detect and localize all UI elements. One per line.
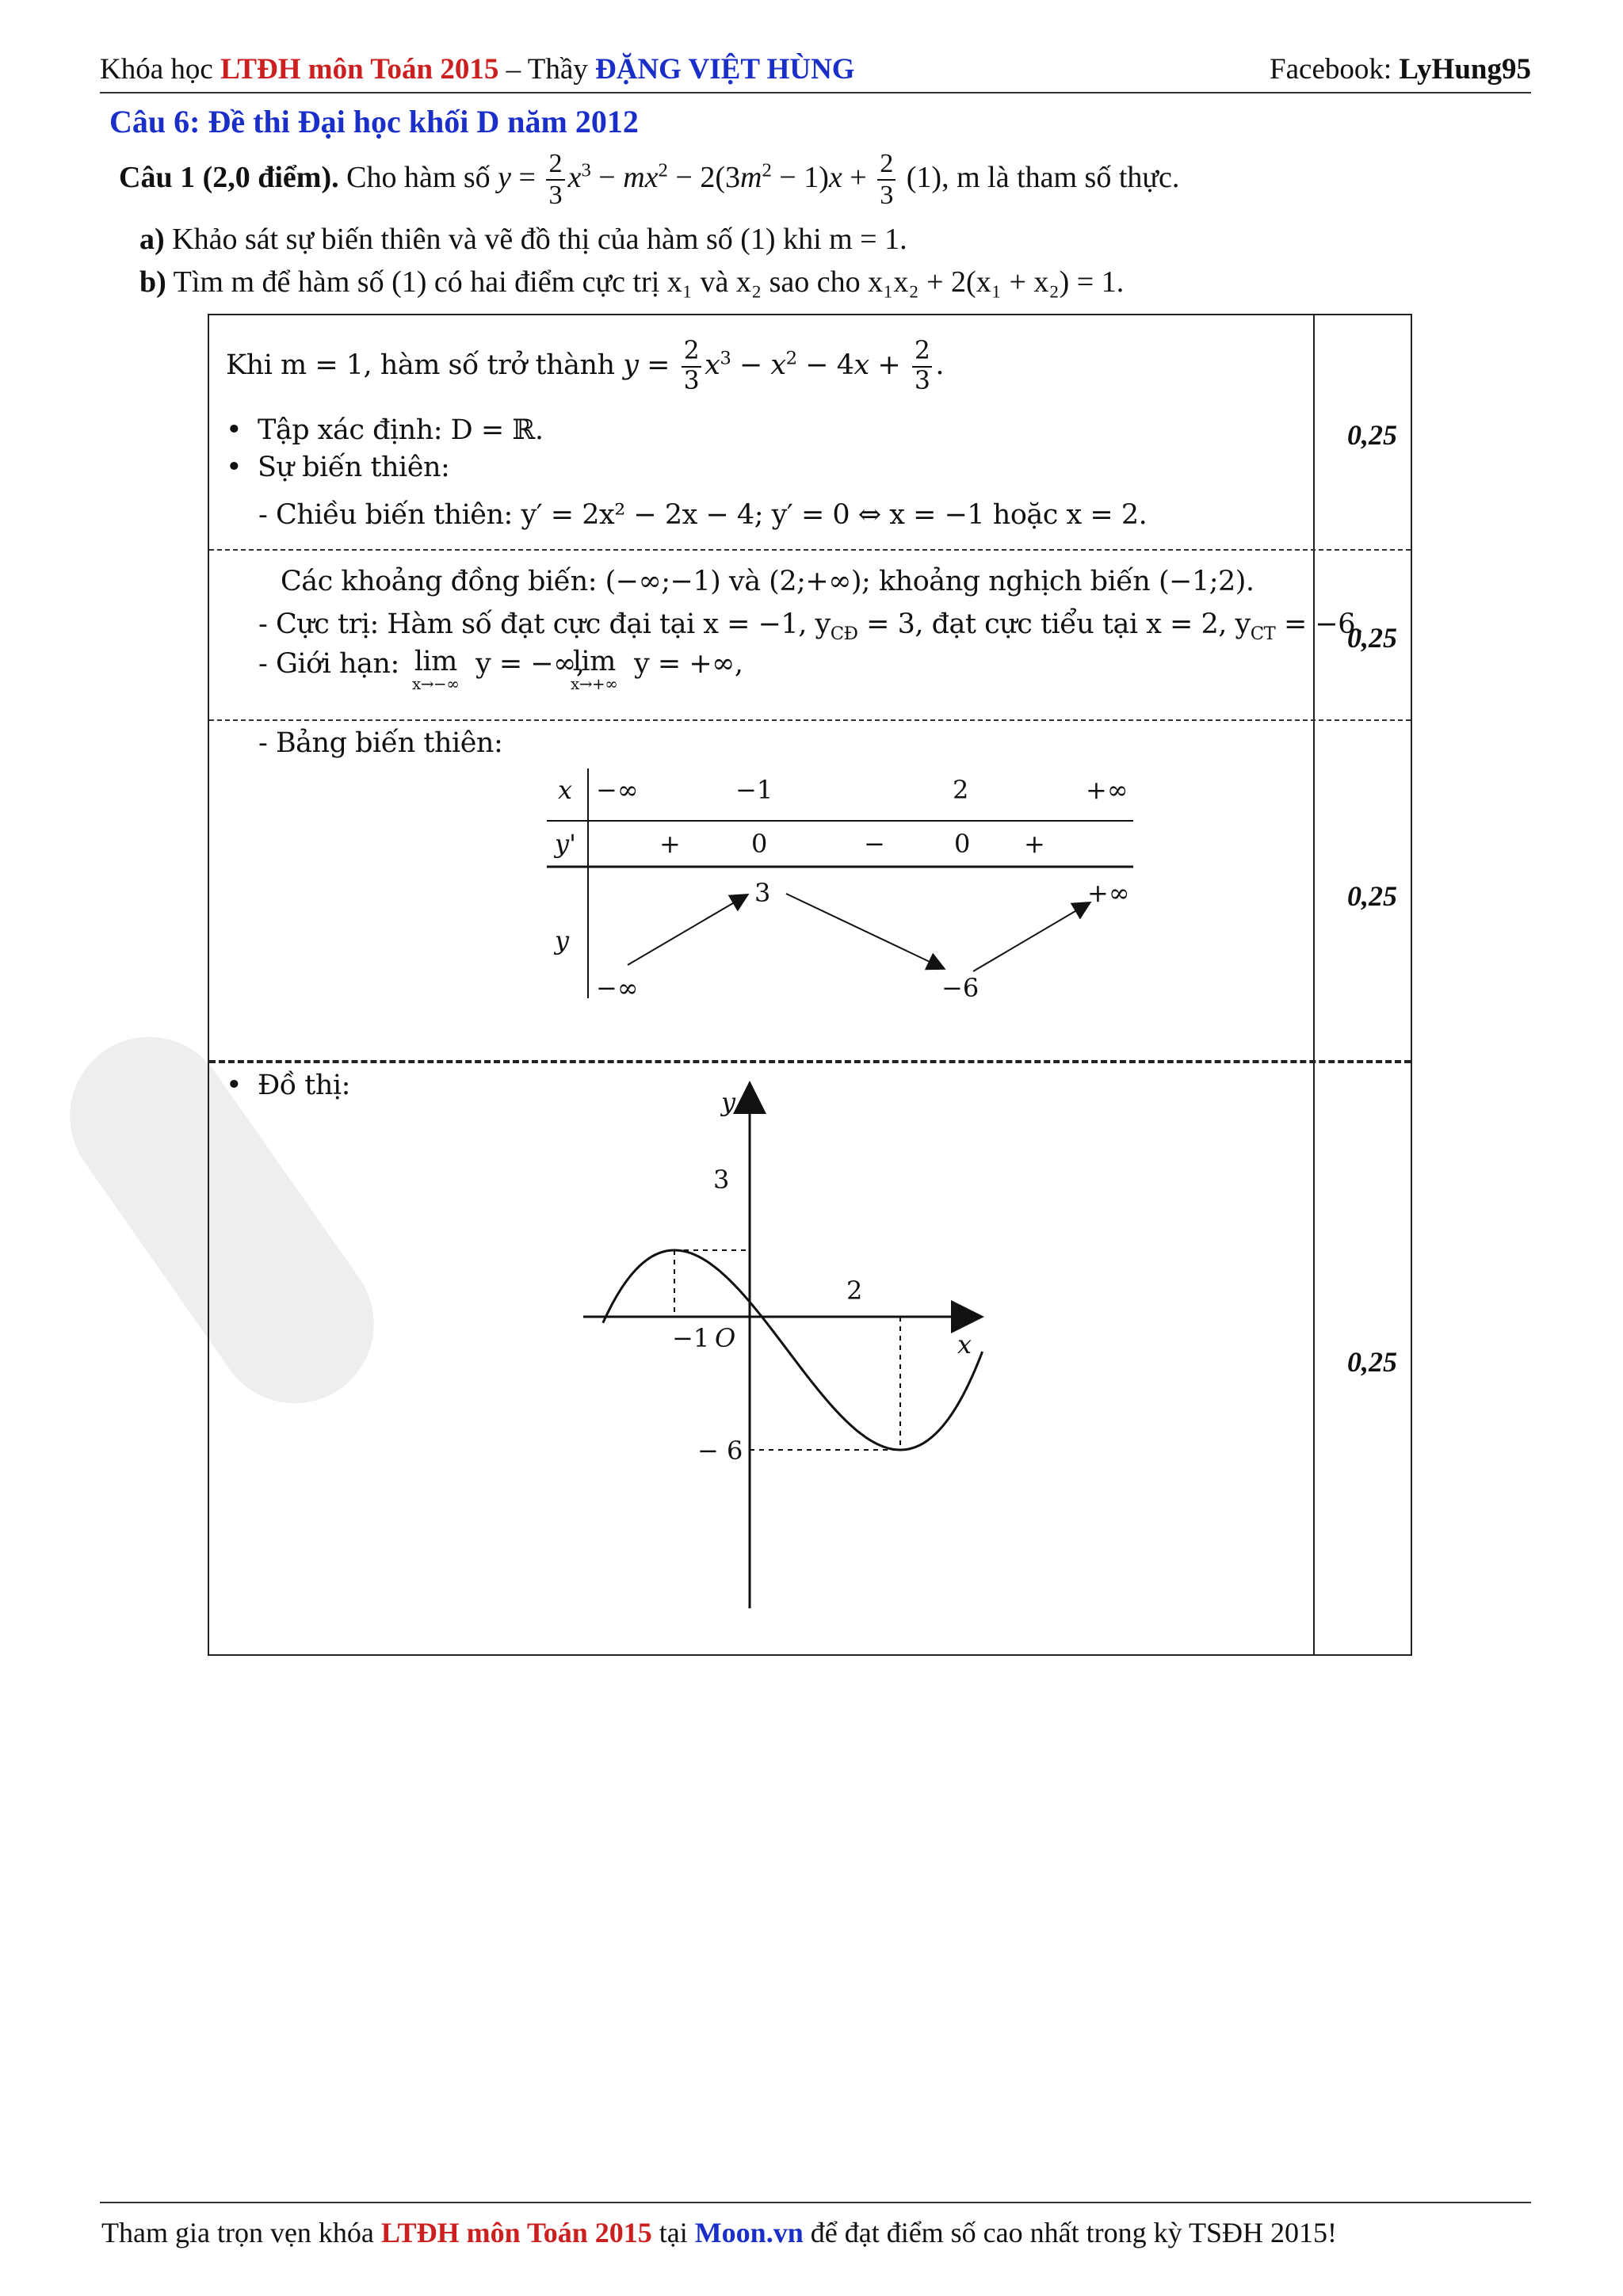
footer-pre: Tham gia trọn vẹn khóa [101, 2217, 381, 2248]
score-column-divider [1313, 314, 1315, 1656]
row3-score: 0,25 [1347, 880, 1397, 912]
problem-tail: (1), m là tham số thực. [906, 160, 1180, 194]
facebook-label: Facebook: [1270, 53, 1400, 86]
vt-sign-4: + [1024, 829, 1045, 859]
row1-sbt [226, 452, 449, 483]
header-left [100, 52, 855, 86]
row2-lim2-value: y = +∞, [634, 648, 743, 680]
vt-arrow-up-1 [628, 895, 747, 965]
row1-formula: y = $\frac{2}{3}$ $x^3 - x^2 - 4x$ + $\frac{2}{3}$ . [623, 337, 945, 395]
bullet-icon: • [226, 1070, 242, 1101]
vt-x-label: x [558, 775, 573, 805]
part-b-text: Tìm m để hàm số (1) có hai điểm cực trị x₁ và x₂ sao cho x₁x₂ + 2(x₁ + x₂) = 1. [166, 265, 1125, 299]
bullet-icon: • [226, 414, 242, 446]
row2-line2-b: = 3, đạt cực tiểu tại x = 2, y [857, 608, 1251, 640]
row1-sbt-text: Sự biến thiên: [258, 452, 450, 483]
tick-3: 3 [713, 1165, 730, 1195]
vt-y-label: y [555, 925, 570, 955]
row-divider-2 [209, 719, 1411, 721]
part-a-text: Khảo sát sự biến thiên và vẽ đồ thị của hàm số (1) khi m = 1. [164, 223, 907, 256]
row1-khi-text: Khi m = 1, hàm số trở thành [226, 349, 624, 381]
problem-statement [119, 151, 1179, 209]
row4-label-text: Đồ thị: [258, 1070, 350, 1101]
row2-ct: CT [1250, 624, 1276, 644]
question-title: Câu 6: Đề thi Đại học khối D năm 2012 [109, 104, 639, 139]
tick-minus-6: − 6 [697, 1436, 743, 1466]
part-a [139, 222, 907, 257]
problem-label: Câu 1 (2,0 điểm). [119, 160, 339, 194]
row-divider-1 [209, 549, 1411, 551]
part-a-label: a) [139, 223, 165, 256]
vt-y-1: 3 [754, 878, 771, 908]
origin-label: O [715, 1323, 736, 1353]
part-b-label: b) [139, 265, 166, 299]
row2-cd: CĐ [830, 624, 858, 644]
vt-arrow-down [786, 894, 943, 968]
vt-sign-3: 0 [954, 829, 971, 859]
row2-line2-a: - Cực trị: Hàm số đạt cực đại tại x = −1, y [258, 608, 831, 640]
footer-course: LTĐH môn Toán 2015 [380, 2217, 652, 2248]
row1-score: 0,25 [1347, 419, 1397, 451]
graph-x-label: x [957, 1329, 972, 1360]
vt-x-2: 2 [953, 775, 969, 805]
vt-sign-2: − [864, 829, 885, 859]
tick-2: 2 [846, 1276, 863, 1306]
lim-word: lim [572, 646, 616, 677]
row2-line2 [258, 608, 1364, 644]
header-facebook [1270, 52, 1531, 86]
row4-score: 0,25 [1347, 1346, 1397, 1378]
row2-lim1-value: y = −∞, [475, 648, 585, 680]
header-teacher: ĐẶNG VIỆT HÙNG [595, 53, 855, 86]
cubic-curve [603, 1250, 983, 1450]
graph-y-label: y [721, 1087, 736, 1117]
tick-minus-1: −1 [672, 1323, 710, 1353]
variation-table [539, 761, 1141, 1014]
row3-label: - Bảng biến thiên: [258, 727, 503, 759]
row1-khi [226, 339, 944, 394]
row2-lim2 [571, 648, 617, 692]
lim2-sub: x→+∞ [571, 674, 618, 693]
footer-mid: tại [651, 2217, 695, 2248]
function-graph [571, 1077, 1014, 1616]
header-middle: – Thầy [498, 53, 595, 86]
facebook-name: LyHung95 [1399, 53, 1531, 86]
vt-y-3: +∞ [1087, 878, 1130, 908]
vt-y-0: −∞ [596, 973, 639, 1003]
vt-yp-label: y' [555, 829, 576, 859]
page-footer [101, 2216, 1337, 2249]
row2-line1: Các khoảng đồng biến: (−∞;−1) và (2;+∞); khoảng nghịch biến (−1;2). [281, 566, 1254, 597]
header-course: LTĐH môn Toán 2015 [220, 53, 499, 86]
vt-arrow-up-2 [973, 903, 1089, 971]
header-prefix: Khóa học [100, 53, 221, 86]
row2-line3: - Giới hạn: [258, 648, 399, 680]
lim1-sub: x→−∞ [412, 674, 460, 693]
part-b [139, 265, 1124, 299]
footer-post: để đạt điểm số cao nhất trong kỳ TSĐH 2015! [803, 2217, 1337, 2248]
vt-y-2: −6 [941, 973, 980, 1003]
vt-sign-1: 0 [751, 829, 768, 859]
row2-score: 0,25 [1347, 622, 1397, 654]
page-header [100, 52, 1531, 93]
problem-intro: Cho hàm số [338, 160, 498, 194]
lim-word: lim [414, 646, 457, 677]
vt-sign-0: + [659, 829, 681, 859]
footer-site: Moon.vn [694, 2217, 804, 2248]
row1-txd [226, 414, 544, 446]
bullet-icon: • [226, 452, 242, 483]
row1-txd-text: Tập xác định: D = ℝ. [258, 414, 544, 446]
row1-cbt: - Chiều biến thiên: y′ = 2x² − 2x − 4; y′ = 0 ⇔ x = −1 hoặc x = 2. [258, 499, 1148, 531]
row2-lim1 [412, 648, 459, 692]
row4-label [226, 1070, 350, 1101]
vt-x-1: −1 [735, 775, 773, 805]
row-divider-3 [209, 1060, 1411, 1063]
footer-divider [100, 2202, 1531, 2203]
vt-x-3: +∞ [1086, 775, 1128, 805]
row2-line2-c: = −6. [1275, 608, 1364, 640]
vt-x-0: −∞ [596, 775, 639, 805]
problem-formula: y = $\frac{2}{3}$ $x^3 - mx^2 - 2(3m^2 - 1)x$ + $\frac{2}{3}$ [498, 161, 907, 194]
